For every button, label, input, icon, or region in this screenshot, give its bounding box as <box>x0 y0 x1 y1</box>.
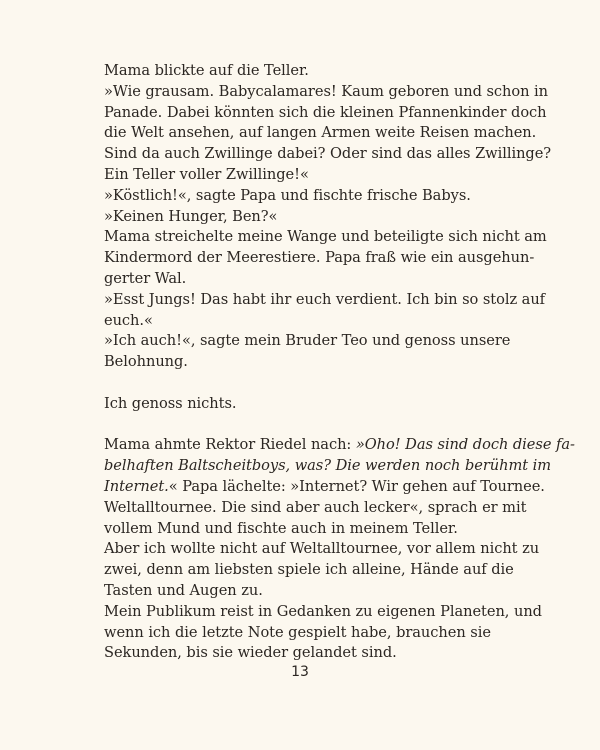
text-line: Sind da auch Zwillinge dabei? Oder sind das alles Zwillinge? <box>104 145 552 163</box>
text-line: Kindermord der Meerestiere. Papa fraß wie ein ausgehun- <box>104 249 535 267</box>
italic-segment: belhaften Baltscheitboys, was? Die werden noch berühmt im <box>104 457 552 475</box>
text-segment: Mama ahmte Rektor Riedel nach: <box>104 436 356 454</box>
text-line: Panade. Dabei könnten sich die kleinen Pfannenkinder doch <box>104 103 547 121</box>
text-line: Sekunden, bis sie wieder gelandet sind. <box>104 644 397 662</box>
text-line: Tasten und Augen zu. <box>104 581 263 599</box>
text-line: vollem Mund und fischte auch in meinem Teller. <box>104 519 458 537</box>
text-line <box>104 435 575 456</box>
page-number: 13 <box>291 664 309 680</box>
italic-segment: »Oho! Das sind doch diese fa- <box>355 436 575 454</box>
text-line <box>104 456 552 477</box>
text-line: wenn ich die letzte Note gespielt habe, brauchen sie <box>104 623 491 641</box>
italic-segment: Internet. <box>104 477 169 495</box>
text-line: »Wie grausam. Babycalamares! Kaum geboren und schon in <box>104 82 549 100</box>
text-line: Mama blickte auf die Teller. <box>104 62 309 79</box>
text-line: euch.« <box>104 311 153 329</box>
text-line: Weltalltournee. Die sind aber auch lecker«, sprach er mit <box>104 498 527 516</box>
text-line: Aber ich wollte nicht auf Weltalltournee, vor allem nicht zu <box>104 540 540 558</box>
text-line: die Welt ansehen, auf langen Armen weite Reisen machen. <box>104 124 537 142</box>
text-line: Ein Teller voller Zwillinge!« <box>104 165 309 183</box>
text-segment: « Papa lächelte: »Internet? Wir gehen auf Tournee. <box>168 477 545 495</box>
text-line: Mama streichelte meine Wange und beteiligte sich nicht am <box>104 228 547 246</box>
text-line: Belohnung. <box>104 353 188 371</box>
text-line: »Ich auch!«, sagte mein Bruder Teo und genoss unsere <box>104 332 511 350</box>
text-line: »Keinen Hunger, Ben?« <box>104 207 278 225</box>
text-line: zwei, denn am liebsten spiele ich alleine, Hände auf die <box>104 561 514 579</box>
text-line: gerter Wal. <box>104 269 187 287</box>
text-line: Mein Publikum reist in Gedanken zu eigenen Planeten, und <box>104 602 542 620</box>
text-line <box>104 477 545 498</box>
body-text <box>104 61 575 664</box>
text-line: »Esst Jungs! Das habt ihr euch verdient. Ich bin so stolz auf <box>104 290 546 308</box>
text-line: Ich genoss nichts. <box>104 394 237 412</box>
paragraph-gap <box>104 415 504 436</box>
text-line: »Köstlich!«, sagte Papa und fischte frische Babys. <box>104 186 471 204</box>
paragraph-gap <box>104 373 504 394</box>
